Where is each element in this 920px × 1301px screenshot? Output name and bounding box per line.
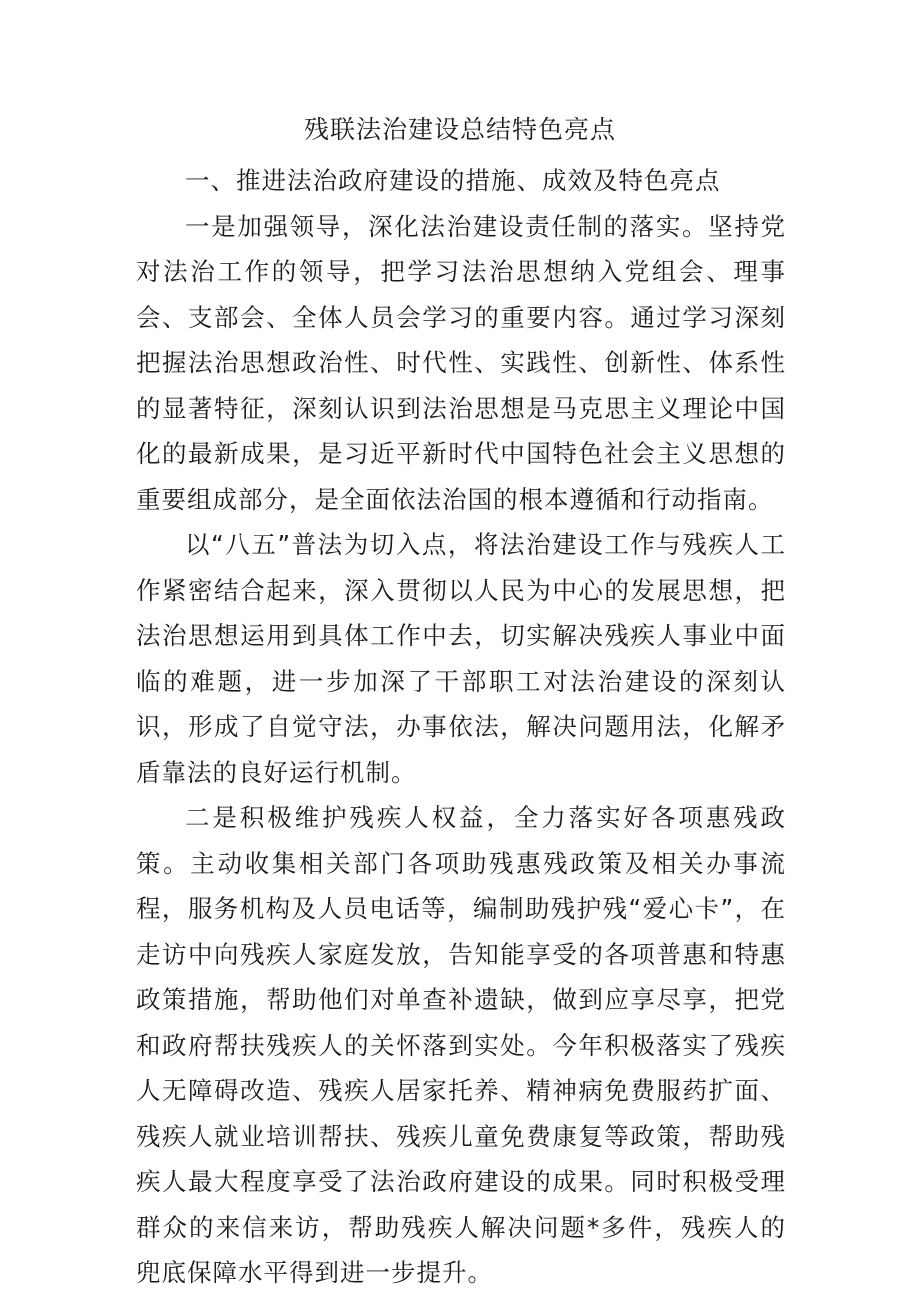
- document-title: 残联法治建设总结特色亮点: [303, 115, 616, 144]
- paragraph-2: 以“八五”普法为切入点，将法治建设工作与残疾人工作紧密结合起来，深入贯彻以人民为中心的发展思想，把法治思想运用到具体工作中去，切实解决残疾人事业中面临的难题，进一步加深了干部职工对法治建设的深刻认识，形成了自觉守法，办事依法，解决问题用法，化解矛盾靠法的良好运行机制。: [136, 530, 786, 787]
- section-heading: 一、推进法治政府建设的措施、成效及特色亮点: [185, 166, 721, 195]
- paragraph-3: 二是积极维护残疾人权益，全力落实好各项惠残政策。主动收集相关部门各项助残惠残政策及相关办事流程，服务机构及人员电话等，编制助残护残“爱心卡”，在走访中向残疾人家庭发放，告知能享受的各项普惠和特惠政策措施，帮助他们对单查补遗缺，做到应享尽享，把党和政府帮扶残疾人的关怀落到实处。今年积极落实了残疾人无障碍改造、残疾人居家托养、精神病免费服药扩面、残疾人就业培训帮扶、残疾儿童免费康复等政策，帮助残疾人最大程度享受了法治政府建设的成果。同时积极受理群众的来信来访，帮助残疾人解决问题*多件，残疾人的兜底保障水平得到进一步提升。: [136, 803, 786, 1287]
- document-body: [136, 158, 786, 1296]
- paragraph-1: 一是加强领导，深化法治建设责任制的落实。坚持党对法治工作的领导，把学习法治思想纳入党组会、理事会、支部会、全体人员会学习的重要内容。通过学习深刻把握法治思想政治性、时代性、实践性、创新性、体系性的显著特征，深刻认识到法治思想是马克思主义理论中国化的最新成果，是习近平新时代中国特色社会主义思想的重要组成部分，是全面依法治国的根本遵循和行动指南。: [136, 211, 786, 514]
